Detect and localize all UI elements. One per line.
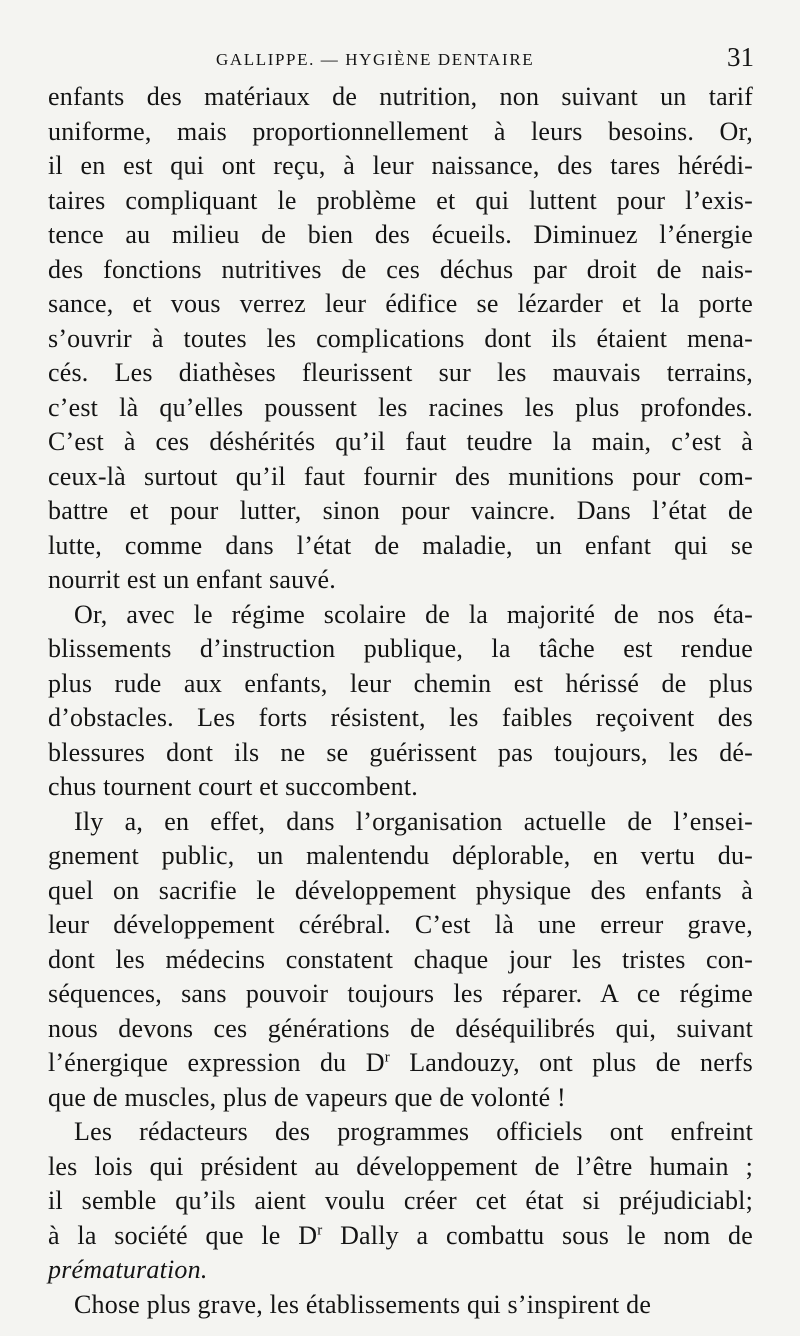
text-line: d’obstacles. Les forts résistent, les faibles reçoivent des xyxy=(48,703,753,732)
text-line: chus tournent court et succombent. xyxy=(48,772,418,801)
text-line: leur développement cérébral. C’est là une erreur grave, xyxy=(48,910,753,939)
text-line: Chose plus grave, les établissements qui s’inspirent de xyxy=(74,1289,652,1319)
body-text xyxy=(48,80,753,1322)
text-line: dont les médecins constatent chaque jour les tristes con- xyxy=(48,944,753,974)
running-head-title: GALLIPPE. — HYGIÈNE DENTAIRE xyxy=(216,50,535,69)
text-line: s’ouvrir à toutes les complications dont ils étaient mena- xyxy=(48,323,753,353)
text-line: ceux-là surtout qu’il faut fournir des munitions pour com- xyxy=(48,461,753,491)
text-line: l’énergique expression du $D^r$ Landouzy, ont plus de nerfs xyxy=(48,1048,753,1077)
text-line: gnement public, un malentendu déplorable, en vertu du- xyxy=(48,841,753,870)
text-line: battre et pour lutter, sinon pour vaincre. Dans l’état de xyxy=(48,496,753,525)
text-line: plus rude aux enfants, leur chemin est hérissé de plus xyxy=(48,668,753,698)
text-line: cés. Les diathèses fleurissent sur les mauvais terrains, xyxy=(48,358,753,387)
text-line: tence au milieu de bien des écueils. Diminuez l’énergie xyxy=(48,220,753,249)
text-line: Les rédacteurs des programmes officiels ont enfreint xyxy=(74,1117,753,1146)
running-head xyxy=(48,42,754,76)
text-line: les lois qui président au développement de l’être humain ; xyxy=(48,1151,753,1181)
text-line: enfants des matériaux de nutrition, non suivant un tarif xyxy=(48,82,753,111)
text-line: il en est qui ont reçu, à leur naissance, des tares hérédi- xyxy=(48,151,753,180)
text-line: uniforme, mais proportionnellement à leurs besoins. Or, xyxy=(48,116,753,146)
text-line: nous devons ces générations de déséquilibrés qui, suivant xyxy=(48,1013,753,1043)
text-line: des fonctions nutritives de ces déchus par droit de nais- xyxy=(48,254,753,284)
text-line: à la société que le $D^r$ Dally a combattu sous le nom de xyxy=(48,1220,753,1250)
text-line: nourrit est un enfant sauvé. xyxy=(48,565,336,594)
text-line: sance, et vous verrez leur édifice se lézarder et la porte xyxy=(48,289,753,318)
text-line: quel on sacrifie le développement physique des enfants à xyxy=(48,875,753,905)
page-number: 31 xyxy=(727,42,754,72)
text-line: taires compliquant le problème et qui luttent pour l’exis- xyxy=(48,185,753,215)
text-line: lutte, comme dans l’état de maladie, un enfant qui se xyxy=(48,530,753,560)
text-line: il semble qu’ils aient voulu créer cet état si préjudiciabl; xyxy=(48,1186,753,1215)
text-line: Ily a, en effet, dans l’organisation actuelle de l’ensei- xyxy=(74,806,753,836)
text-line: Or, avec le régime scolaire de la majorité de nos éta- xyxy=(74,599,753,629)
text-line: blessures dont ils ne se guérissent pas toujours, les dé- xyxy=(48,737,753,767)
text-line: c’est là qu’elles poussent les racines les plus profondes. xyxy=(48,392,753,422)
text-line: prématuration. xyxy=(48,1255,208,1284)
text-line: blissements d’instruction publique, la tâche est rendue xyxy=(48,634,753,663)
text-line: C’est à ces déshérités qu’il faut teudre la main, c’est à xyxy=(48,427,753,456)
text-line: que de muscles, plus de vapeurs que de volonté ! xyxy=(48,1082,566,1112)
text-line: séquences, sans pouvoir toujours les réparer. A ce régime xyxy=(48,979,753,1008)
